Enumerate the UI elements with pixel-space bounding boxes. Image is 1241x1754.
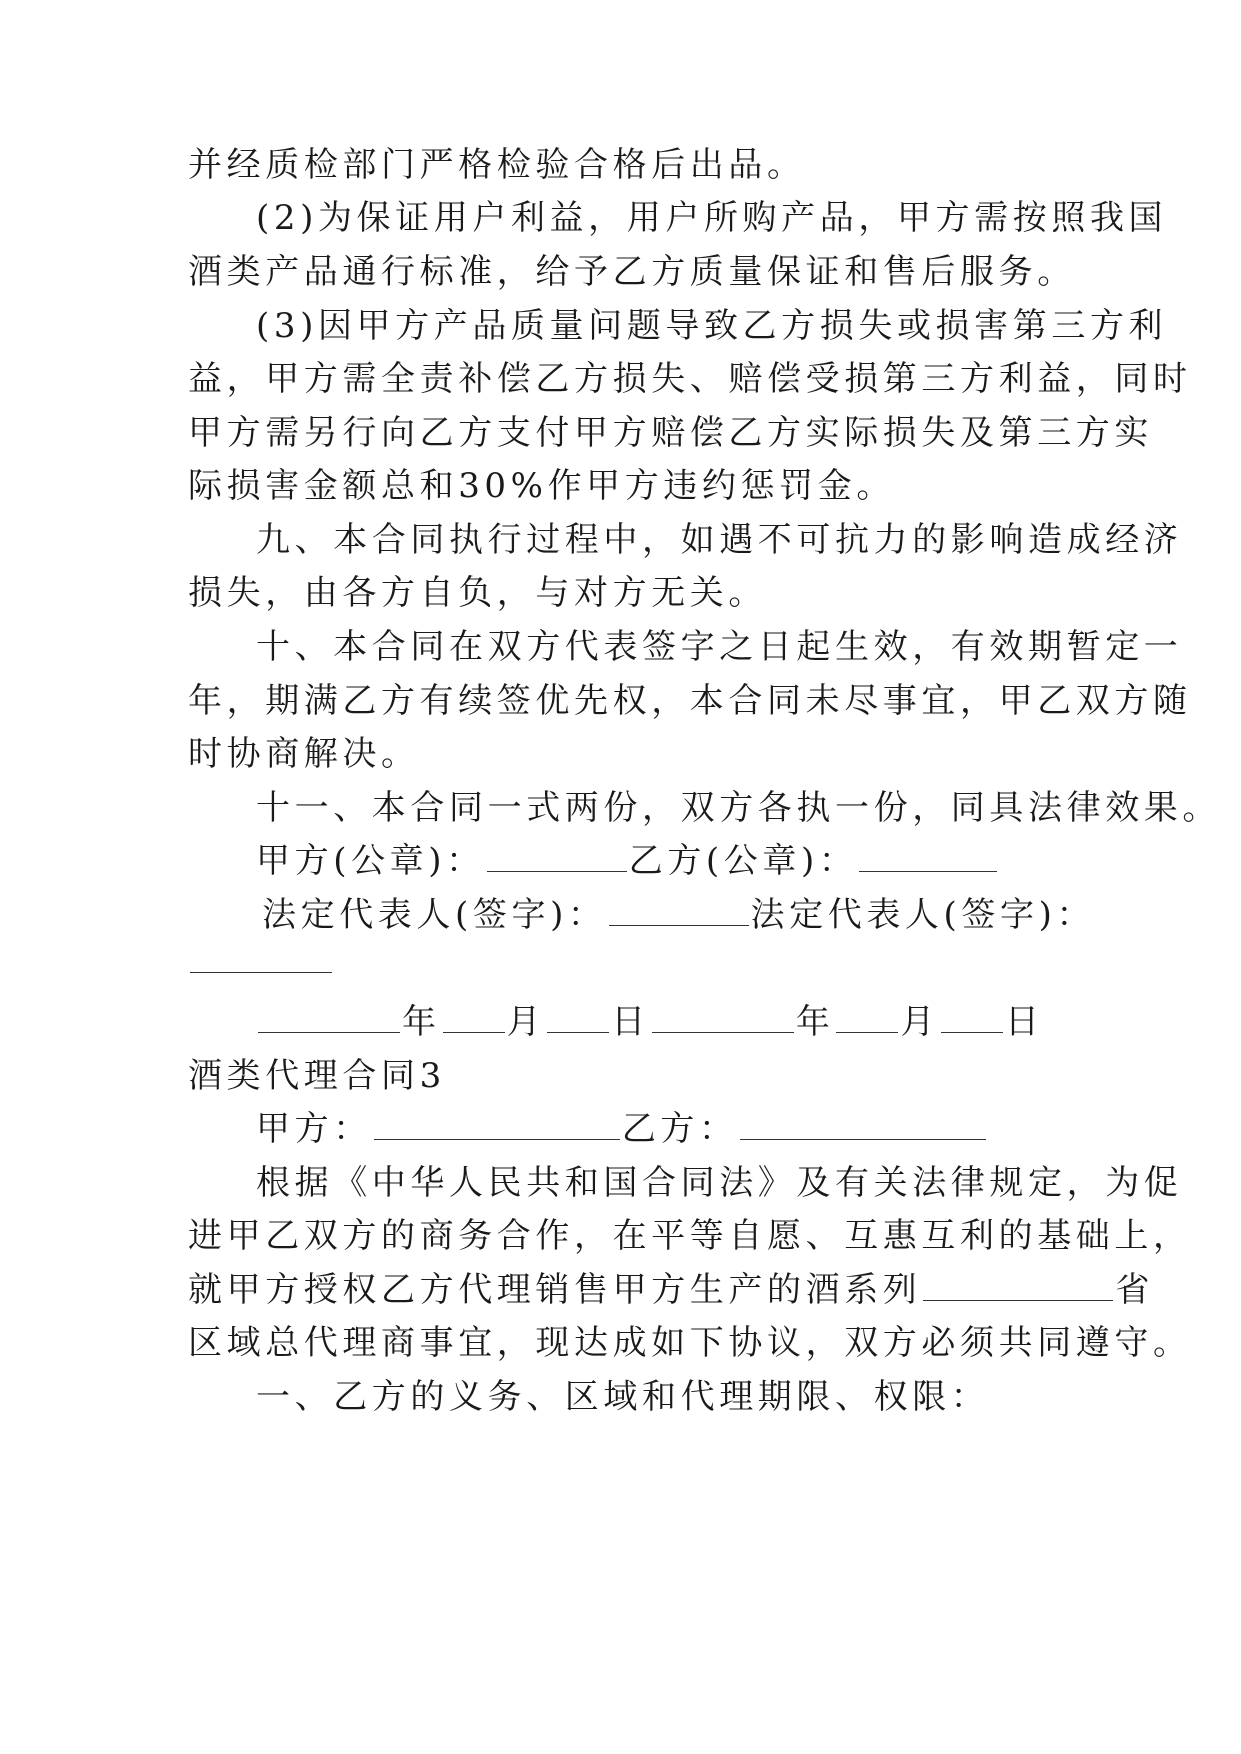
rep-a-label: 法定代表人(签字)： (262, 895, 607, 935)
year-b-blank (652, 1002, 794, 1033)
rep-b-label: 法定代表人(签字)： (750, 895, 1096, 935)
month-a-label: 月 (506, 1002, 546, 1042)
day-b-label: 日 (1005, 1002, 1044, 1042)
text-line: 时协商解决。 (188, 734, 420, 774)
text-line: (3)因甲方产品质量问题导致乙方损失或损害第三方利 (256, 306, 1168, 346)
month-b-blank (836, 1002, 898, 1033)
year-a-label: 年 (402, 1002, 441, 1042)
party-b-seal-label: 乙方(公章)： (628, 841, 858, 881)
text-line: 区域总代理商事宜，现达成如下协议，双方必须共同遵守。 (188, 1323, 1192, 1363)
text-line: 九、本合同执行过程中，如遇不可抗力的影响造成经济 (256, 520, 1183, 560)
seal-line (256, 841, 999, 881)
rep-a-blank (609, 895, 749, 926)
year-a-blank (258, 1002, 400, 1033)
text-line: 年，期满乙方有续签优先权，本合同未尽事宜，甲乙双方随 (188, 681, 1192, 721)
day-b-blank (941, 1002, 1003, 1033)
representative-line (262, 895, 1095, 935)
party-b-label: 乙方： (621, 1109, 738, 1149)
text-line: 十、本合同在双方代表签字之日起生效，有效期暂定一 (256, 627, 1183, 667)
rep-b-blank-line (188, 942, 334, 982)
text-line: 损失，由各方自负，与对方无关。 (188, 573, 767, 613)
date-line (256, 1002, 1044, 1042)
province-blank (923, 1270, 1113, 1301)
party-a-blank (374, 1109, 620, 1140)
text-line: (2)为保证用户利益，用户所购产品，甲方需按照我国 (256, 198, 1168, 238)
rep-b-blank (190, 942, 332, 973)
year-b-label: 年 (795, 1002, 835, 1042)
text-line (188, 1270, 1154, 1310)
intro-text: 就甲方授权乙方代理销售甲方生产的酒系列 (188, 1270, 922, 1310)
text-line: 十一、本合同一式两份，双方各执一份，同具法律效果。 (256, 788, 1221, 828)
contract-title: 酒类代理合同3 (188, 1056, 446, 1096)
day-a-label: 日 (611, 1002, 650, 1042)
month-b-label: 月 (900, 1002, 940, 1042)
text-line: 进甲乙双方的商务合作，在平等自愿、互惠互利的基础上， (188, 1216, 1192, 1256)
section-heading: 一、乙方的义务、区域和代理期限、权限： (256, 1377, 990, 1417)
party-a-label: 甲方： (256, 1109, 372, 1149)
month-a-blank (443, 1002, 505, 1033)
province-label: 省 (1115, 1270, 1155, 1310)
text-line: 际损害金额总和30%作甲方违约惩罚金。 (188, 466, 895, 506)
party-b-blank (740, 1109, 986, 1140)
text-line: 并经质检部门严格检验合格后出品。 (188, 145, 806, 185)
text-line: 甲方需另行向乙方支付甲方赔偿乙方实际损失及第三方实 (188, 413, 1153, 453)
party-a-seal-label: 甲方(公章)： (256, 841, 485, 881)
party-a-seal-blank (487, 841, 627, 872)
text-line: 酒类产品通行标准，给予乙方质量保证和售后服务。 (188, 252, 1076, 292)
text-line: 根据《中华人民共和国合同法》及有关法律规定，为促 (256, 1163, 1183, 1203)
text-line: 益，甲方需全责补偿乙方损失、赔偿受损第三方利益，同时 (188, 359, 1192, 399)
day-a-blank (547, 1002, 609, 1033)
party-b-seal-blank (859, 841, 997, 872)
parties-line (256, 1109, 988, 1149)
